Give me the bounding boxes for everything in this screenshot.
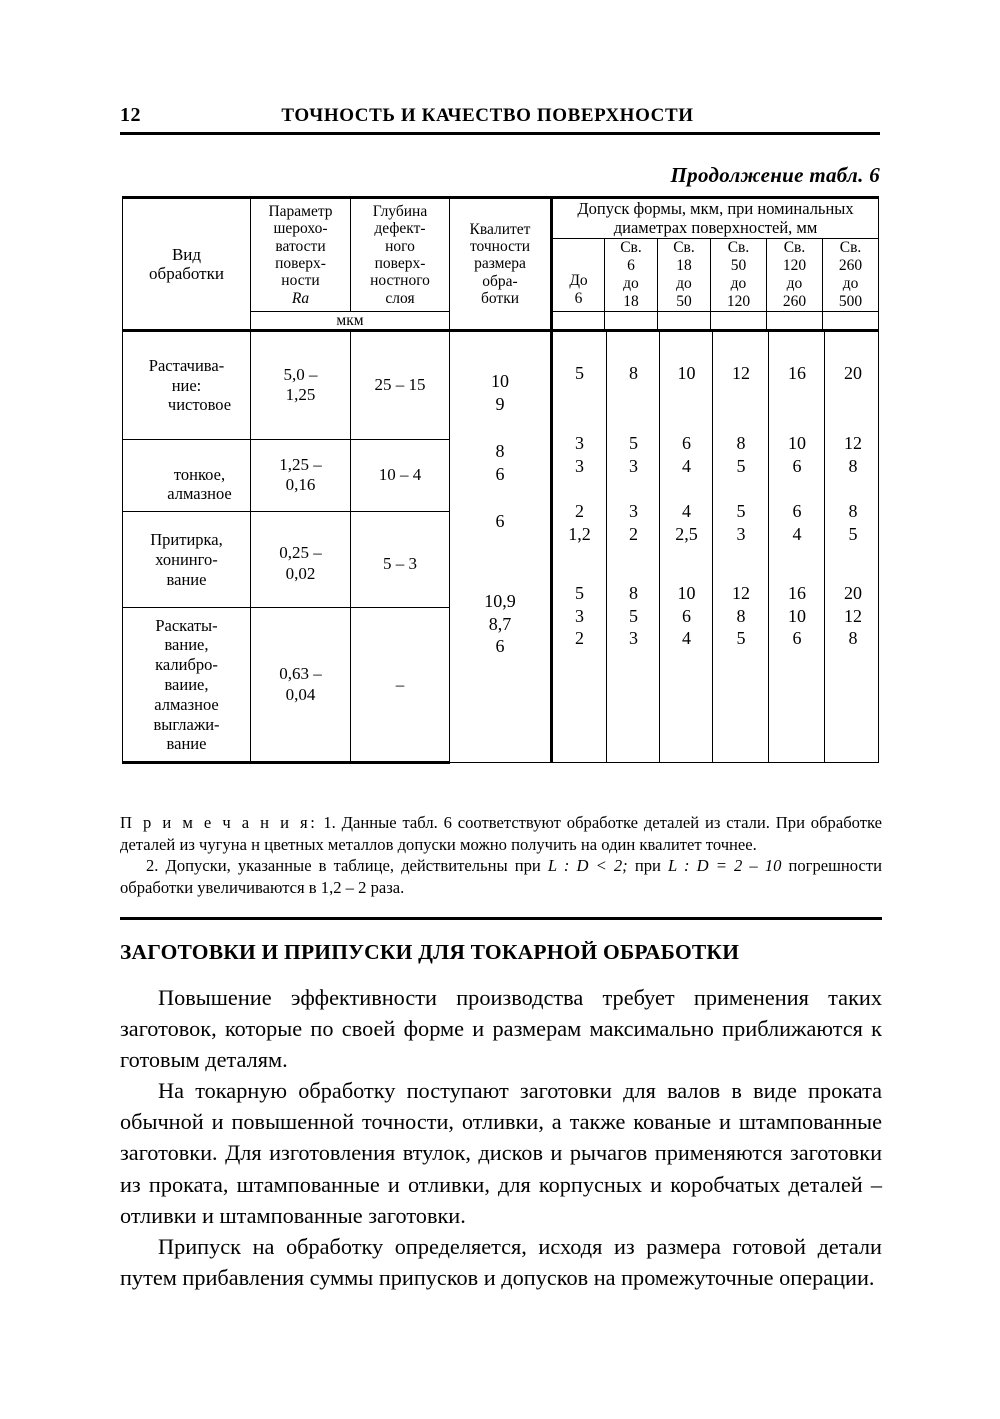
- row-label-line: хонинго-: [155, 549, 218, 569]
- tolerance-column: [553, 332, 606, 762]
- tolerance-value: 5 3 2: [575, 583, 584, 649]
- tolerance-value: 10: [677, 363, 696, 384]
- quality-value: 10,9 8,7 6: [484, 591, 516, 657]
- section-heading: ЗАГОТОВКИ И ПРИПУСКИ ДЛЯ ТОКАРНОЙ ОБРАБОТКИ: [120, 940, 740, 964]
- row-label-line-indented: алмазное: [167, 484, 232, 504]
- tolerance-value: 16 10 6: [788, 583, 806, 649]
- tolerance-value: 3 2: [629, 501, 638, 544]
- row-label-line: Притирка,: [150, 530, 223, 550]
- row-label-cell: [123, 512, 251, 608]
- header-spacer-5: [767, 311, 823, 330]
- row-label-line: вание: [166, 734, 207, 754]
- note-2-part-a: 2. Допуски, указанные в таблице, действительны при: [146, 856, 548, 876]
- quality-value: 6: [495, 511, 505, 532]
- row-label-cell: [123, 608, 251, 763]
- row-label-cell: [123, 439, 251, 511]
- row-quality-cell-merged: [450, 331, 552, 763]
- tolerance-value: 12 8 5: [732, 583, 750, 649]
- tolerance-value: 12: [732, 363, 750, 384]
- note-2-formula-1: L : D < 2;: [547, 856, 628, 876]
- section-divider-rule: [120, 917, 882, 920]
- row-label-line: Растачива-: [148, 355, 225, 375]
- header-cell-diam-5: Св. 120 до 260: [767, 238, 823, 311]
- header-spacer-6: [823, 311, 879, 330]
- header-cell-kind: Вид обработки: [123, 198, 251, 331]
- row-depth-cell: 10 – 4: [351, 439, 450, 511]
- header-cell-diam-1: До 6: [552, 238, 605, 311]
- row-roughness-cell: 0,63 – 0,04: [251, 608, 351, 763]
- tolerance-value: 2 1,2: [568, 501, 591, 544]
- tolerance-value: 4 2,5: [675, 501, 698, 544]
- tolerance-value: 8: [629, 363, 638, 384]
- notes-label: П р и м е ч а н и я:: [120, 813, 318, 832]
- note-1: [120, 812, 882, 855]
- header-ra-symbol: Ra: [291, 289, 310, 307]
- header-spacer-1: [552, 311, 605, 330]
- row-label-line: ние:: [171, 375, 202, 395]
- row-label-line: ваиие,: [164, 674, 209, 694]
- row-label-line: вание,: [164, 635, 209, 655]
- row-roughness-cell: 0,25 – 0,02: [251, 512, 351, 608]
- tolerance-value: 3 3: [575, 433, 584, 476]
- header-cell-diam-6: Св. 260 до 500: [823, 238, 879, 311]
- tolerance-value: 5 3: [629, 433, 638, 476]
- tolerance-column: [659, 332, 713, 762]
- tolerance-value: 16: [788, 363, 806, 384]
- note-2-part-c: погрешности обработки увеличиваются в 1,2 – 2 раза.: [120, 856, 882, 897]
- tolerance-value: 10 6 4: [677, 583, 696, 649]
- tolerance-table-wrapper: [122, 196, 878, 764]
- tolerance-value: 20: [844, 363, 862, 384]
- row-label-line-indented: чистовое: [167, 395, 232, 415]
- row-label-line-indented: тонкое,: [173, 464, 226, 484]
- header-cell-diam-4: Св. 50 до 120: [711, 238, 767, 311]
- tolerance-value: 6 4: [792, 501, 802, 544]
- row-roughness-cell: 5,0 – 1,25: [251, 331, 351, 440]
- row-depth-cell: –: [351, 608, 450, 763]
- table-continuation-caption: Продолжение табл. 6: [670, 163, 880, 187]
- tolerance-cells-merged: [552, 331, 879, 763]
- row-depth-cell: 25 – 15: [351, 331, 450, 440]
- row-label-cell: [123, 331, 251, 440]
- header-cell-tolerance-group: Допуск формы, мкм, при номинальных диаметрах поверхностей, мм: [552, 198, 879, 239]
- header-spacer-3: [658, 311, 711, 330]
- header-cell-roughness: Параметр шерохо- ватости поверх- ности Ra: [251, 198, 351, 312]
- running-title: ТОЧНОСТЬ И КАЧЕСТВО ПОВЕРХНОСТИ: [281, 105, 694, 126]
- tolerance-value: 12 8: [844, 433, 862, 476]
- row-roughness-cell: 1,25 – 0,16: [251, 439, 351, 511]
- header-spacer-2: [605, 311, 658, 330]
- paragraph: Повышение эффективности производства требует применения таких заготовок, которые по своей форме и размерам максимально приближаются к готовым деталям.: [120, 985, 882, 1073]
- row-label-line: выглажи-: [153, 714, 220, 734]
- row-label-line: калибро-: [155, 655, 218, 675]
- running-head: [120, 104, 880, 134]
- header-cell-quality: Квалитет точности размера обра- ботки: [450, 198, 552, 331]
- tolerance-value: 8 5: [848, 501, 858, 544]
- paragraph: На токарную обработку поступают заготовки для валов в виде проката обычной и повышенной точности, отливки, а также кованые и штампованные заготовки. Для изготовления втулок, дисков и рычагов применяются заготовки из проката, штампованные и отливки, для корпусных и коробчатых деталей – отливки и штампованные заготовки.: [120, 1078, 882, 1228]
- note-2-part-b: при: [627, 856, 668, 876]
- tolerance-column: [768, 332, 825, 762]
- header-cell-diam-3: Св. 18 до 50: [658, 238, 711, 311]
- tolerance-table: [122, 196, 879, 764]
- header-rule: [120, 132, 880, 135]
- row-label-line: Раскаты-: [155, 615, 218, 635]
- tolerance-value: 20 12 8: [844, 583, 862, 649]
- header-spacer-4: [711, 311, 767, 330]
- tolerance-value: 5 3: [736, 501, 746, 544]
- note-2: [120, 855, 882, 898]
- table-notes: [120, 812, 882, 898]
- paragraph: Припуск на обработку определяется, исходя из размера готовой детали путем прибавления суммы припусков и допусков на промежуточные операции.: [120, 1233, 882, 1290]
- header-cell-defect-depth: Глубина дефект- ного поверх- ностного слоя: [351, 198, 450, 312]
- note-1-text: 1. Данные табл. 6 соответствуют обработке деталей из стали. При обработке деталей из чугуна н цветных металлов допуски можно получить на один квалитет точнее.: [120, 813, 882, 854]
- row-depth-cell: 5 – 3: [351, 512, 450, 608]
- tolerance-value: 6 4: [682, 433, 691, 476]
- table-row: [123, 331, 879, 440]
- tolerance-value: 10 6: [788, 433, 806, 476]
- tolerance-column: [606, 332, 660, 762]
- table-header-row-1: [123, 198, 879, 239]
- tolerance-value: 8 5: [736, 433, 746, 476]
- tolerance-column: [712, 332, 769, 762]
- section-body: [120, 982, 882, 1293]
- header-cell-diam-2: Св. 6 до 18: [605, 238, 658, 311]
- tolerance-value: 5: [575, 363, 584, 384]
- page-number: 12: [120, 104, 141, 126]
- header-cell-units: мкм: [251, 311, 450, 330]
- row-label-line: алмазное: [154, 694, 219, 714]
- tolerance-column: [824, 332, 881, 762]
- quality-value: 8 6: [495, 441, 505, 484]
- quality-value: 10 9: [491, 371, 509, 414]
- tolerance-value: 8 5 3: [629, 583, 638, 649]
- row-label-line: вание: [166, 569, 207, 589]
- note-2-formula-2: L : D = 2 – 10: [667, 856, 782, 876]
